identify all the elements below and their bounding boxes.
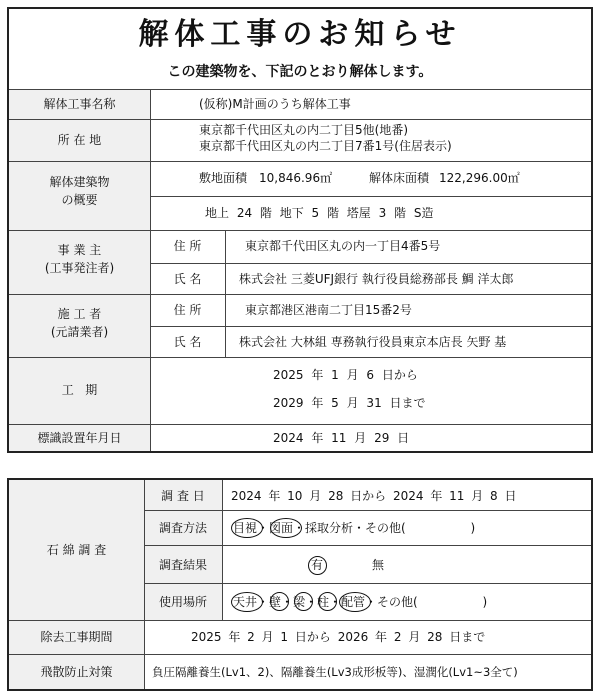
divider [225, 230, 226, 357]
result-yes: 有 [311, 558, 324, 572]
period-end: 2029 年 5 月 31 日まで [273, 396, 426, 410]
site-area-value: 10,846.96㎡ [259, 171, 333, 185]
contractor-name-label: 氏 名 [173, 335, 202, 349]
divider [144, 545, 591, 546]
label-column [9, 480, 144, 689]
survey-date: 2024 年 10 月 28 日から 2024 年 11 月 8 日 [231, 489, 517, 503]
location-label: 使用場所 [158, 595, 207, 609]
method-label: 調査方法 [158, 521, 207, 535]
period-start: 2025 年 1 月 6 日から [273, 368, 418, 382]
divider [144, 480, 145, 689]
divider [9, 620, 591, 621]
work-name-label: 解体工事名称 [43, 97, 116, 111]
prevention-label: 飛散防止対策 [40, 665, 113, 679]
work-name-value: (仮称)M計画のうち解体工事 [199, 97, 351, 111]
owner-name-label: 氏 名 [173, 272, 202, 286]
location-lot: 東京都千代田区丸の内二丁目5他(地番) [199, 123, 408, 137]
divider [9, 230, 591, 231]
divider [222, 480, 223, 620]
result-label: 調査結果 [158, 558, 207, 572]
divider [9, 294, 591, 295]
floor-area-label: 解体床面積 [369, 171, 430, 185]
posted-date: 2024 年 11 月 29 日 [273, 431, 410, 445]
asbestos-survey-label: 石 綿 調 査 [46, 543, 107, 557]
notice-board [7, 7, 593, 453]
prevention-measures: 負圧隔離養生(Lv1、2)、隔離養生(Lv3成形板等)、湿潤化(Lv1~3全て) [152, 665, 518, 679]
owner-address-label: 住 所 [173, 239, 202, 253]
divider [144, 510, 591, 511]
divider [9, 161, 591, 162]
contractor-sublabel: (元請業者) [50, 325, 109, 339]
building-label-2: の概要 [61, 193, 98, 207]
divider [150, 263, 591, 264]
asbestos-board [7, 478, 593, 691]
divider [9, 89, 591, 90]
notice-title: 解体工事のお知らせ [138, 17, 462, 52]
owner-label: 事 業 主 [57, 243, 102, 257]
divider [150, 326, 591, 327]
divider [9, 119, 591, 120]
building-label-1: 解体建築物 [49, 175, 110, 189]
divider [144, 583, 591, 584]
method-value: 目視・図面・採取分析・その他( ) [233, 521, 476, 535]
divider [9, 357, 591, 358]
contractor-label: 施 工 者 [57, 307, 102, 321]
divider [9, 424, 591, 425]
owner-name: 株式会社 三菱UFJ銀行 執行役員総務部長 鯛 洋太郎 [239, 272, 514, 286]
floors-value: 地上 24 階 地下 5 階 塔屋 3 階 S造 [205, 206, 434, 220]
removal-period: 2025 年 2 月 1 日から 2026 年 2 月 28 日まで [191, 630, 486, 644]
result-no: 無 [372, 558, 385, 572]
divider [9, 654, 591, 655]
divider [150, 196, 591, 197]
posted-label: 標識設置年月日 [37, 431, 122, 445]
location-value: 天井・壁・梁・柱・配管・その他( ) [233, 595, 488, 609]
period-label: 工 期 [61, 383, 98, 397]
contractor-address: 東京都港区港南二丁目15番2号 [245, 303, 412, 317]
location-address: 東京都千代田区丸の内二丁目7番1号(住居表示) [199, 139, 452, 153]
removal-label: 除去工事期間 [40, 630, 113, 644]
survey-date-label: 調 査 日 [161, 489, 205, 503]
location-label: 所 在 地 [57, 133, 102, 147]
notice-subtitle: この建築物を、下記のとおり解体します。 [167, 64, 433, 80]
site-area-label: 敷地面積 [199, 171, 248, 185]
owner-address: 東京都千代田区丸の内一丁目4番5号 [245, 239, 441, 253]
owner-sublabel: (工事発注者) [44, 261, 115, 275]
contractor-name: 株式会社 大林組 専務執行役員東京本店長 矢野 基 [239, 335, 507, 349]
contractor-address-label: 住 所 [173, 303, 202, 317]
floor-area-value: 122,296.00㎡ [439, 171, 520, 185]
divider [150, 89, 151, 451]
